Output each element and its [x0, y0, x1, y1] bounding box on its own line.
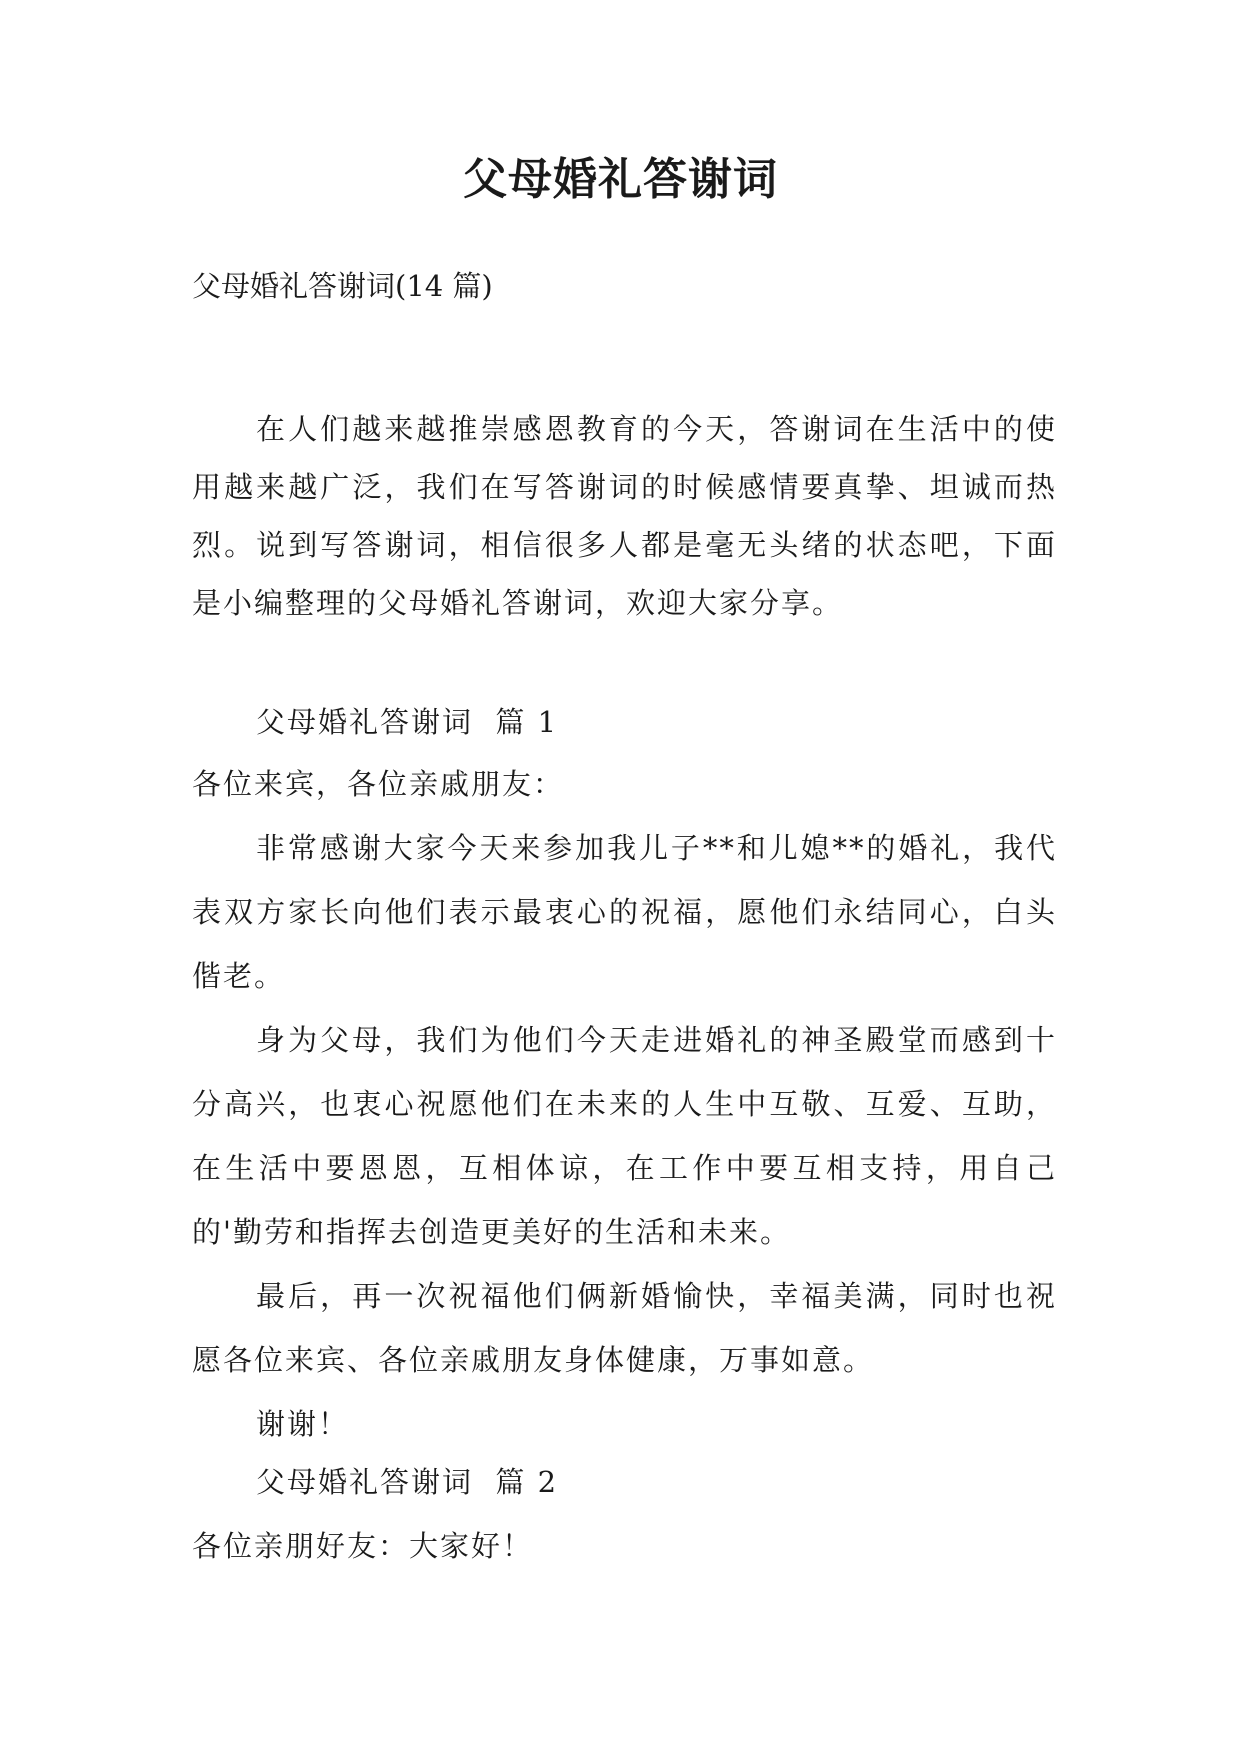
section-1-paragraph: 非常感谢大家今天来参加我儿子**和儿媳**的婚礼，我代表双方家长向他们表示最衷心的祝福，愿他们永结同心，白头偕老。	[192, 831, 1057, 993]
document-subtitle: 父母婚礼答谢词(14 篇)	[192, 269, 493, 303]
intro-paragraph: 在人们越来越推崇感恩教育的今天，答谢词在生活中的使用越来越广泛，我们在写答谢词的时候感情要真挚、坦诚而热烈。说到写答谢词，相信很多人都是毫无头绪的状态吧，下面是小编整理的父母婚礼答谢词，欢迎大家分享。	[192, 412, 1057, 620]
section-1-paragraph: 身为父母，我们为他们今天走进婚礼的神圣殿堂而感到十分高兴，也衷心祝愿他们在未来的人生中互敬、互爱、互助，在生活中要恩恩，互相体谅，在工作中要互相支持，用自己的'勤劳和指挥去创造更美好的生活和未来。	[192, 1023, 1057, 1249]
section-1-salutation: 各位来宾，各位亲戚朋友：	[192, 767, 565, 801]
section-2-salutation: 各位亲朋好友：大家好！	[192, 1529, 534, 1563]
section-heading-2: 父母婚礼答谢词 篇 2	[256, 1465, 559, 1499]
section-1-body	[192, 752, 1057, 1456]
page-title: 父母婚礼答谢词	[463, 154, 778, 205]
section-1-closing: 谢谢！	[256, 1407, 350, 1441]
section-1-paragraph: 最后，再一次祝福他们俩新婚愉快，幸福美满，同时也祝愿各位来宾、各位亲戚朋友身体健康，万事如意。	[192, 1279, 1057, 1377]
section-heading-1: 父母婚礼答谢词 篇 1	[256, 705, 559, 739]
section-2-body	[192, 1514, 1057, 1578]
